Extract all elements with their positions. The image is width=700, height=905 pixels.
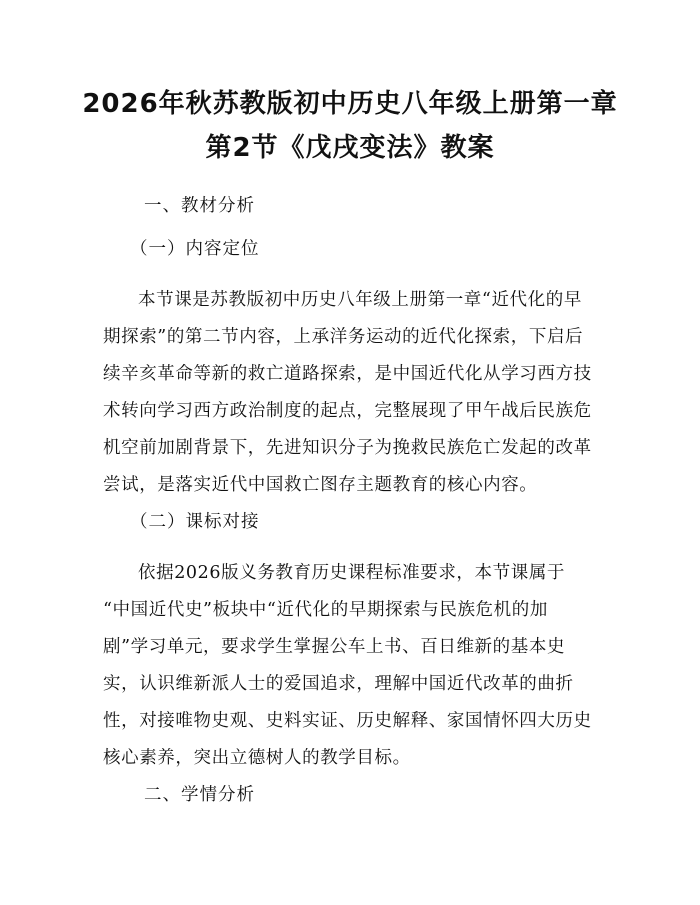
section-heading-textbook-analysis: 一、教材分析 — [144, 196, 255, 216]
paragraph-line: “中国近代史”板块中“近代化的早期探索与民族危机的加 — [103, 600, 548, 620]
paragraph-line: 本节课是苏教版初中历史八年级上册第一章“近代化的早 — [138, 290, 582, 310]
document-title-line-2: 第2节《戊戌变法》教案 — [205, 133, 495, 163]
subsection-heading-content-positioning: （一）内容定位 — [130, 239, 260, 259]
paragraph-line: 核心素养，突出立德树人的教学目标。 — [103, 748, 411, 768]
paragraph-line: 依据2026版义务教育历史课程标准要求，本节课属于 — [138, 563, 566, 583]
subsection-heading-curriculum-alignment: （二）课标对接 — [130, 512, 260, 532]
paragraph-line: 续辛亥革命等新的救亡道路探索，是中国近代化从学习西方技 — [103, 364, 592, 384]
paragraph-line: 术转向学习西方政治制度的起点，完整展现了甲午战后民族危 — [103, 401, 592, 421]
section-heading-student-analysis: 二、学情分析 — [144, 785, 255, 805]
paragraph-content-positioning — [103, 282, 603, 504]
paragraph-line: 剧”学习单元，要求学生掌握公车上书、百日维新的基本史 — [103, 637, 566, 657]
paragraph-line: 性，对接唯物史观、史料实证、历史解释、家国情怀四大历史 — [103, 711, 592, 731]
document-title-line-1: 2026年秋苏教版初中历史八年级上册第一章 — [82, 89, 618, 119]
paragraph-curriculum-alignment — [103, 555, 603, 777]
paragraph-line: 实，认识维新派人士的爱国追求，理解中国近代改革的曲折 — [103, 674, 574, 694]
paragraph-line: 机空前加剧背景下，先进知识分子为挽救民族危亡发起的改革 — [103, 438, 592, 458]
paragraph-line: 期探索”的第二节内容，上承洋务运动的近代化探索，下启后 — [103, 327, 584, 347]
paragraph-line: 尝试，是落实近代中国救亡图存主题教育的核心内容。 — [103, 475, 538, 495]
